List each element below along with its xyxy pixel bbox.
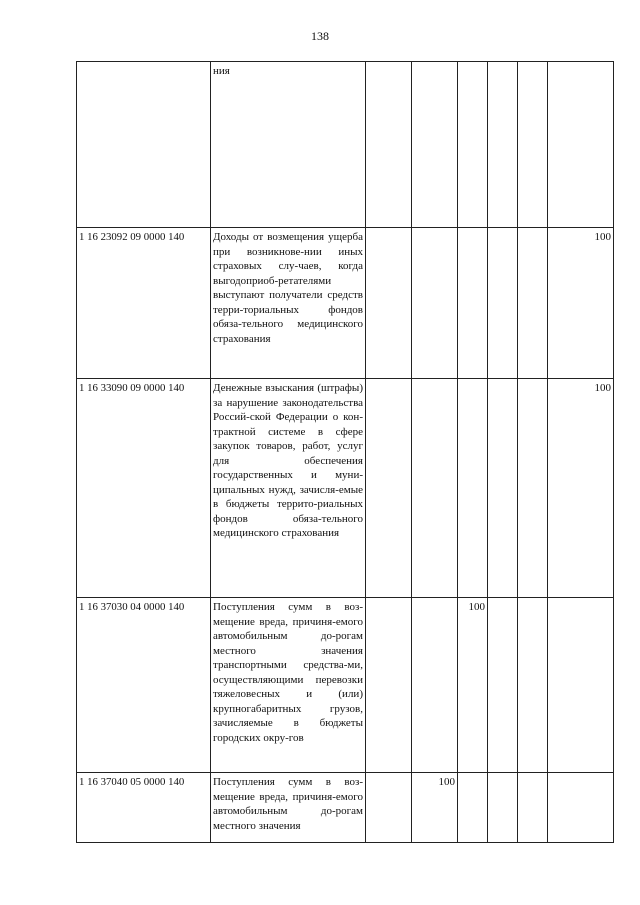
row-value [518,379,548,598]
row-description: Денежные взыскания (штрафы) за нарушение законодательства Россий-ской Федерации о кон-трактной системе в сфере закупок товаров, работ, услуг для обеспечения государственных и муни-ципальных нужд, зачисля-емые в бюджеты террито-риальных фондов обяза-тельного медицинского страхования [211,379,366,598]
row-value [518,228,548,379]
row-value [488,228,518,379]
row-value: 100 [548,228,614,379]
revenue-distribution-table [76,61,614,843]
row-value [488,598,518,773]
row-description: ния [211,62,366,228]
table-row [77,228,614,379]
row-value [548,773,614,843]
row-value [412,228,458,379]
row-value [366,773,412,843]
row-value [412,379,458,598]
row-code: 1 16 23092 09 0000 140 [77,228,211,379]
row-value [458,773,488,843]
table-row [77,773,614,843]
row-value [366,228,412,379]
page-number: 138 [311,29,329,43]
row-value [458,228,488,379]
row-value [458,62,488,228]
row-value [458,379,488,598]
row-code: 1 16 37030 04 0000 140 [77,598,211,773]
row-value [366,62,412,228]
row-value: 100 [412,773,458,843]
row-value [488,62,518,228]
row-description: Поступления сумм в воз-мещение вреда, причиня-емого автомобильным до-рогам местного значения [211,773,366,843]
row-code: 1 16 37040 05 0000 140 [77,773,211,843]
row-value: 100 [548,379,614,598]
row-value [548,598,614,773]
row-value [548,62,614,228]
row-code: 1 16 33090 09 0000 140 [77,379,211,598]
row-value [366,379,412,598]
row-value [412,62,458,228]
row-value [518,598,548,773]
row-code [77,62,211,228]
row-value [412,598,458,773]
table-row [77,598,614,773]
row-value [366,598,412,773]
row-description: Доходы от возмещения ущерба при возникнове-нии иных страховых слу-чаев, когда выгодоприоб-ретателями выступают получатели средств терри-ториальных фондов обяза-тельного медицинского страхования [211,228,366,379]
row-description: Поступления сумм в воз-мещение вреда, причиня-емого автомобильным до-рогам местного значения транспортными средства-ми, осуществляющими перевозки тяжеловесных и (или) крупногабаритных грузов, зачисляемые в бюджеты городских окру-гов [211,598,366,773]
row-value [518,62,548,228]
row-value [488,379,518,598]
table-row [77,379,614,598]
row-value: 100 [458,598,488,773]
row-value [488,773,518,843]
row-value [518,773,548,843]
table-row [77,62,614,228]
